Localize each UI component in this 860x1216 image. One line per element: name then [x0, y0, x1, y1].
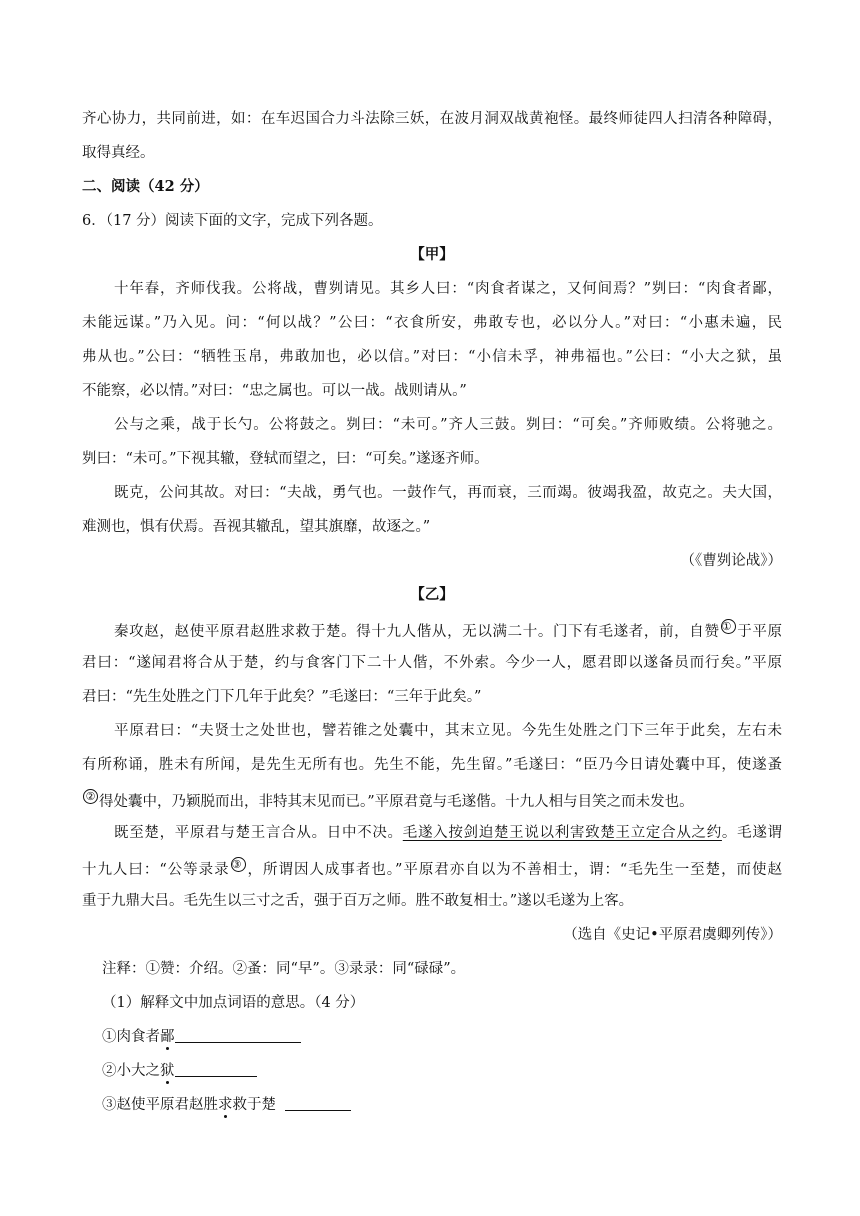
passage-a-source: （《曹刿论战》）: [680, 553, 782, 569]
notes-line: [102, 959, 782, 979]
passage-b-line: [114, 619, 782, 642]
passage-a-line: 十年春，齐师伐我。公将战，曹刿请见。其乡人曰：“肉食者谋之，又何间焉？”刿曰：“肉食者鄙，: [114, 281, 782, 297]
answer-blank[interactable]: [285, 1096, 351, 1111]
passage-a-title: 【甲】: [410, 246, 454, 263]
subquestion-item: [102, 1027, 802, 1047]
passage-a-line: 既克，公问其故。对曰：“夫战，勇气也。一鼓作气，再而衰，三而竭。彼竭我盈，故克之。夫大国，: [114, 485, 782, 501]
item-text: 救于楚: [232, 1097, 281, 1113]
passage-b-line: [82, 857, 782, 880]
section-title: 二、阅读（42 分）: [82, 178, 209, 195]
note-marker: ③: [231, 857, 246, 872]
passage-b-line: 有所称诵，胜未有所闻，是先生无所有也。先生不能，先生留。”毛遂曰：“臣乃今日请处囊中耳，使遂蚤: [82, 757, 782, 773]
item-mark: ③: [102, 1097, 117, 1113]
passage-b-line: [114, 823, 782, 843]
dotted-word: 求: [218, 1097, 233, 1113]
note-mark: ③: [334, 961, 349, 977]
passage-b-line: 重于九鼎大吕。毛先生以三寸之舌，强于百万之师。胜不敢复相士。”遂以毛遂为上客。: [82, 893, 634, 909]
note-marker: ①: [721, 619, 736, 634]
passage-b-line: [82, 789, 782, 812]
passage-b-text: 得处囊中，乃颖脱而出，非特其末见而已。”平原君竟与毛遂偕。十九人相与目笑之而未发也。: [99, 794, 694, 810]
passage-b-text: 于平原: [736, 624, 782, 640]
passage-b-line: 君曰：“先生处胜之门下几年于此矣？”毛遂曰：“三年于此矣。”: [82, 689, 482, 705]
passage-b-source: （选自《史记•平原君虞卿列传》）: [563, 927, 782, 943]
item-text: 赵使平原君赵胜: [116, 1097, 218, 1113]
passage-a-line: 公与之乘，战于长勺。公将鼓之。刿曰：“未可。”齐人三鼓。刿曰：“可矣。”齐师败绩。公将驰之。: [114, 417, 782, 433]
subquestion-item: [102, 1061, 802, 1081]
intro-line-2: 取得真经。: [82, 145, 155, 161]
answer-blank[interactable]: [175, 1028, 301, 1043]
dotted-word: 狱: [160, 1063, 175, 1079]
passage-a-line: 未能远谋。”乃入见。问：“何以战？”公曰：“衣食所安，弗敢专也，必以分人。”对曰：“小惠未遍，民: [82, 315, 782, 331]
passage-b-text: 既至楚，平原君与楚王言合从。日中不决。: [114, 825, 403, 841]
answer-blank[interactable]: [175, 1062, 257, 1077]
passage-a-line: 弗从也。”公曰：“牺牲玉帛，弗敢加也，必以信。”对曰：“小信未孚，神弗福也。”公曰：“小大之狱，虽: [82, 349, 782, 365]
subquestion-stem: （1）解释文中加点词语的意思。（4 分）: [102, 995, 365, 1011]
note-mark: ①: [145, 961, 160, 977]
item-mark: ②: [102, 1063, 117, 1079]
passage-b-text: 十九人曰：“公等录录: [82, 862, 230, 878]
note-text: 录录：同“碌碌”。: [348, 961, 466, 977]
passage-a-line: 刿曰：“未可。”下视其辙，登轼而望之，曰：“可矣。”遂逐齐师。: [82, 451, 489, 467]
passage-b-text: ，所谓因人成事者也。”平原君亦自以为不善相士，谓：“毛先生一至楚，而使赵: [246, 862, 782, 878]
passage-b-text: 。毛遂谓: [721, 825, 783, 841]
intro-line-1: 齐心协力，共同前进，如：在车迟国合力斗法除三妖，在波月洞双战黄袍怪。最终师徒四人扫清各种障碍，: [82, 111, 782, 127]
question-stem: 6．（17 分）阅读下面的文字，完成下列各题。: [82, 213, 383, 229]
item-text: 小大之: [116, 1063, 160, 1079]
passage-a-line: 难测也，惧有伏焉。吾视其辙乱，望其旗靡，故逐之。”: [82, 519, 431, 535]
note-marker: ②: [83, 789, 98, 804]
note-text: 蚤：同“早”。: [247, 961, 335, 977]
dotted-word: 鄙: [160, 1029, 175, 1045]
passage-b-line: 平原君曰：“夫贤士之处世也，譬若锥之处囊中，其末立见。今先生处胜之门下三年于此矣，左右未: [114, 723, 782, 739]
notes-prefix: 注释：: [102, 961, 146, 977]
note-mark: ②: [232, 961, 247, 977]
subquestion-item: [102, 1095, 802, 1115]
passage-b-title: 【乙】: [410, 586, 454, 603]
item-text: 肉食者: [116, 1029, 160, 1045]
passage-b-line: 君曰：“遂闻君将合从于楚，约与食客门下二十人偕，不外索。今少一人，愿君即以遂备员而行矣。”平原: [82, 655, 782, 671]
note-text: 赞：介绍。: [160, 961, 233, 977]
passage-b-text: 秦攻赵，赵使平原君赵胜求救于楚。得十九人偕从，无以满二十。门下有毛遂者，前，自赞: [114, 624, 720, 640]
underlined-sentence: 毛遂入按剑迫楚王说以利害致楚王立定合从之约: [402, 825, 722, 841]
passage-a-line: 不能察，必以情。”对曰：“忠之属也。可以一战。战则请从。”: [82, 383, 467, 399]
item-mark: ①: [102, 1029, 117, 1045]
